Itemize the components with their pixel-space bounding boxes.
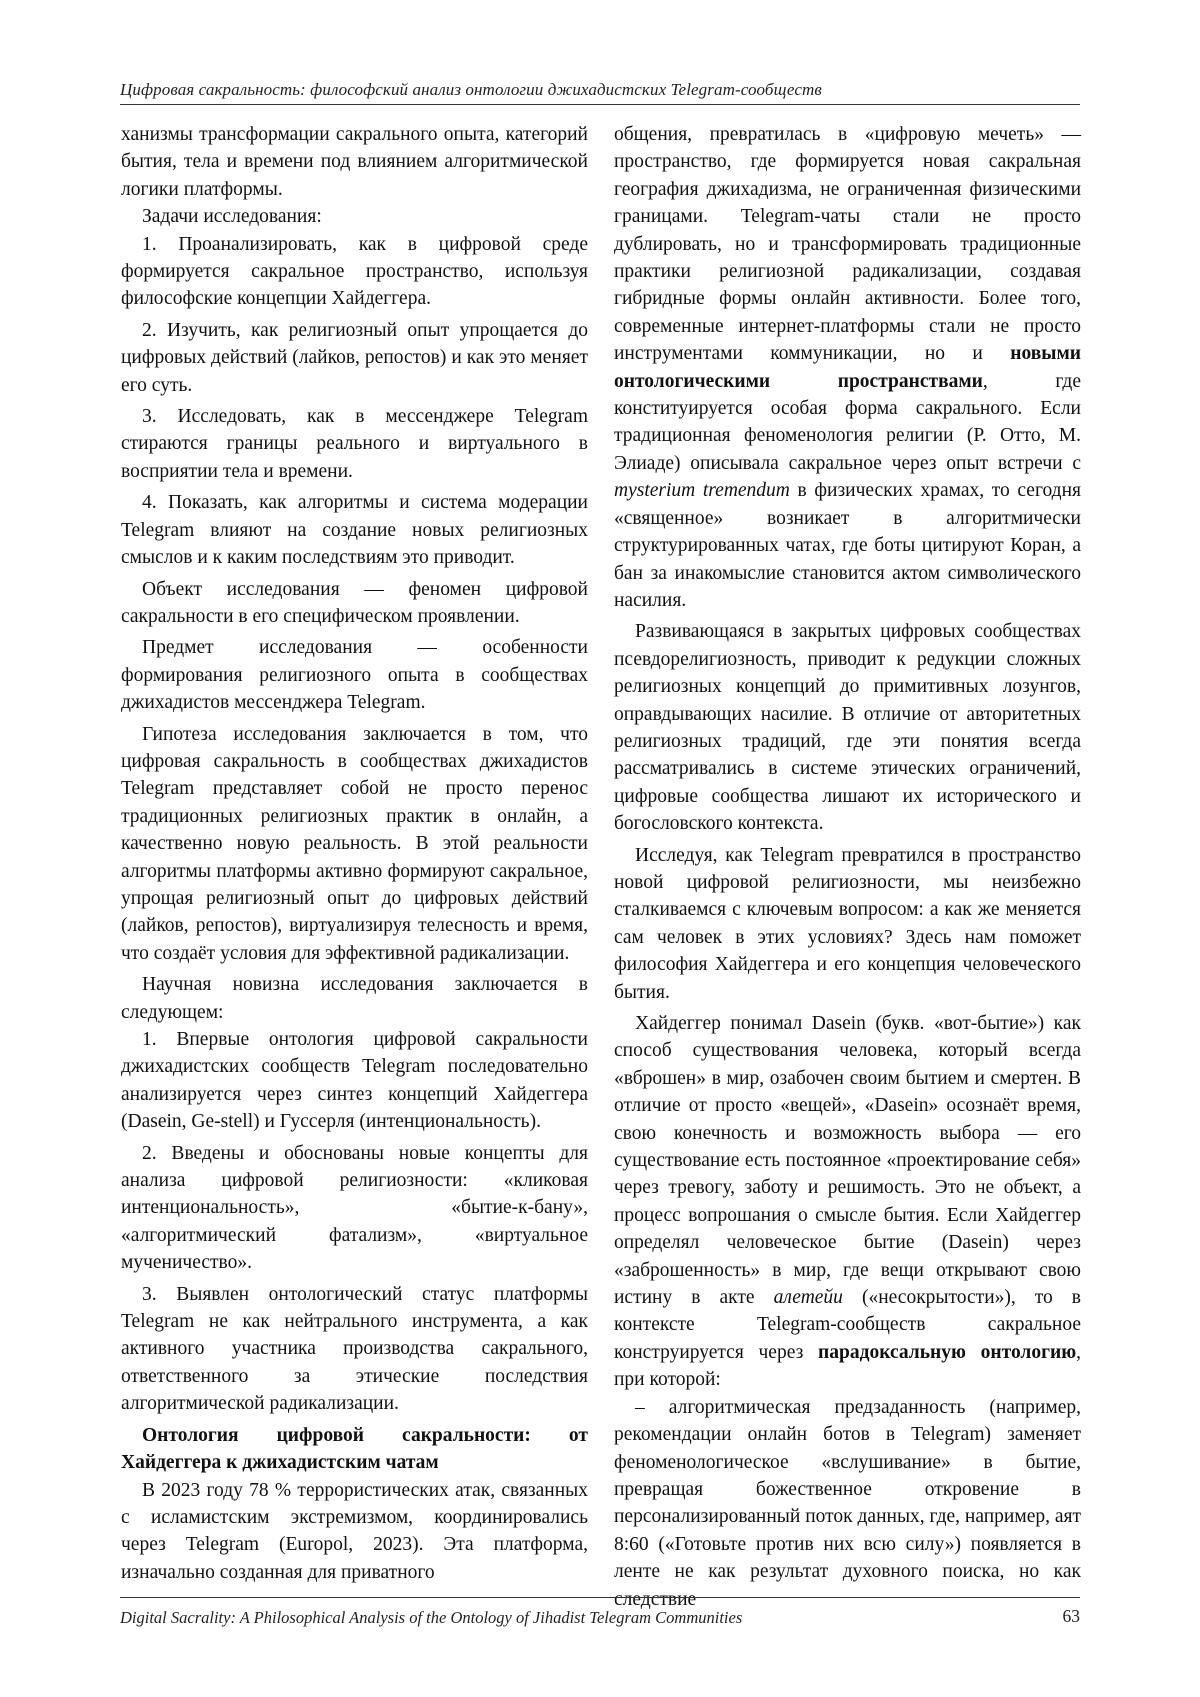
section-heading: Онтология цифровой сакральности: от Хайдеггера к джихадистским чатам [121, 1424, 588, 1474]
paragraph [614, 121, 1081, 614]
paragraph: Предмет исследования — особенности формирования религиозного опыта в сообществах джихадистов мессенджера Telegram. [121, 637, 588, 714]
italic-term: алетейи [773, 1287, 843, 1309]
left-column [121, 121, 588, 1586]
list-item: 1. Проанализировать, как в цифровой среде формируется сакральное пространство, используя философские концепции Хайдеггера. [121, 233, 588, 310]
text-run: в физических храмах, то сегодня «священное» возникает в алгоритмически структурированных чатах, где боты цитируют Коран, а бан за инакомыслие становится актом символического насилия. [614, 480, 1081, 611]
paragraph: Задачи исследования: [142, 206, 322, 228]
text-run: («несокрытости»), то в контексте Telegram-сообществ сакральное конструируется через [614, 1287, 1082, 1363]
bold-term: парадоксальную онтологию [818, 1341, 1077, 1363]
text-run: общения, превратилась в «цифровую мечеть» — пространство, где формируется новая сакральная география джихадизма, не ограниченная физическими границами. Telegram-чаты стали не просто дублировать, но и трансформировать традиционные практики религиозной радикализации, создавая гибридные формы онлайн активности. Более того, современные интернет-платформы стали не просто инструментами коммуникации, но и [614, 124, 1081, 365]
paragraph [614, 1010, 1081, 1394]
list-item: 1. Впервые онтология цифровой сакральности джихадистских сообществ Telegram последовательно анализируется через синтез концепций Хайдеггера (Dasein, Ge-stell) и Гуссерля (интенциональность). [121, 1029, 588, 1133]
paragraph: Исследуя, как Telegram превратился в пространство новой цифровой религиозности, мы неизбежно сталкиваемся с ключевым вопросом: а как же меняется сам человек в этих условиях? Здесь нам поможет философия Хайдеггера и его концепция человеческого бытия. [614, 844, 1081, 1003]
running-head: Цифровая сакральность: философский анализ онтологии джихадистских Telegram-сообществ [120, 80, 822, 99]
text-run: Хайдеггер понимал Dasein (букв. «вот-бытие») как способ существования человека, который всегда «вброшен» в мир, озабочен своим бытием и смертен. В отличие от просто «вещей», «Dasein» осознаёт время, свою конечность и возможность выбора — его существование есть постоянное «проектирование себя» через тревогу, заботу и решимость. Это не объект, а процесс вопрошания о смысле бытия. Если Хайдеггер определял человеческое бытие (Dasein) через «заброшенность» в мир, где вещи открывают свою истину в акте [614, 1013, 1081, 1309]
paragraph: Развивающаяся в закрытых цифровых сообществах псевдорелигиозность, приводит к редукции сложных религиозных концепций до примитивных лозунгов, оправдывающих насилие. В отличие от авторитетных религиозных традиций, где эти понятия всегда рассматривались в системе этических ограничений, цифровые сообщества лишают их исторического и богословского контекста. [614, 621, 1081, 835]
list-item: 3. Исследовать, как в мессенджере Telegram стираются границы реального и виртуального в восприятии тела и времени. [121, 406, 588, 482]
list-item: 4. Показать, как алгоритмы и система модерации Telegram влияют на создание новых религиозных смыслов и к каким последствиям это приводит. [121, 492, 588, 569]
list-item: 3. Выявлен онтологический статус платформы Telegram не как нейтрального инструмента, а как активного участника производства сакрального, ответственного за этические последствия алгоритмической радикализации. [121, 1283, 588, 1415]
paragraph: Гипотеза исследования заключается в том, что цифровая сакральность в сообществах джихадистов Telegram представляет собой не просто перенос традиционных религиозных практик в онлайн, а качественно новую реальность. В этой реальности алгоритмы платформы активно формируют сакральное, упрощая религиозный опыт до цифровых действий (лайков, репостов), виртуализируя телесность и время, что создаёт условия для эффективной радикализации. [121, 723, 588, 964]
text-run: , при которой: [614, 1341, 1081, 1391]
italic-term: mysterium tremendum [614, 480, 790, 502]
page-number: 63 [1062, 1606, 1080, 1626]
right-column [614, 121, 1081, 1613]
footer-divider [120, 1597, 1080, 1598]
running-foot: Digital Sacrality: A Philosophical Analysis of the Ontology of Jihadist Telegram Communities [120, 1608, 743, 1627]
list-item: – алгоритмическая предзаданность (например, рекомендации онлайн ботов в Telegram) заменяет феноменологическое «вслушивание» в бытие, превращая божественное откровение в персонализированный поток данных, где, например, аят 8:60 («Готовьте против них всю силу») появляется в ленте не как результат духовного поиска, но как следствие [614, 1396, 1081, 1610]
list-item: 2. Введены и обоснованы новые концепты для анализа цифровой религиозности: «кликовая интенциональность», «бытие-к-бану», «алгоритмический фатализм», «виртуальное мученичество». [121, 1142, 588, 1274]
header-divider [120, 104, 1080, 105]
paragraph: Объект исследования — феномен цифровой сакральности в его специфическом проявлении. [121, 578, 588, 627]
paragraph: ханизмы трансформации сакрального опыта, категорий бытия, тела и времени под влиянием алгоритмической логики платформы. [121, 124, 588, 200]
bold-term: новыми онтологическими пространствами [614, 343, 1082, 392]
paragraph: Научная новизна исследования заключается в следующем: [121, 974, 588, 1023]
text-run: , где конституируется особая форма сакрального. Если традиционная феноменология религии (Р. Отто, М. Элиаде) описывала сакральное через опыт встречи с [614, 370, 1082, 474]
paragraph: В 2023 году 78 % террористических атак, связанных с исламистским экстремизмом, координировались через Telegram (Europol, 2023). Эта платформа, изначально созданная для приватного [121, 1479, 588, 1583]
list-item: 2. Изучить, как религиозный опыт упрощается до цифровых действий (лайков, репостов) и как это меняет его суть. [121, 319, 588, 396]
